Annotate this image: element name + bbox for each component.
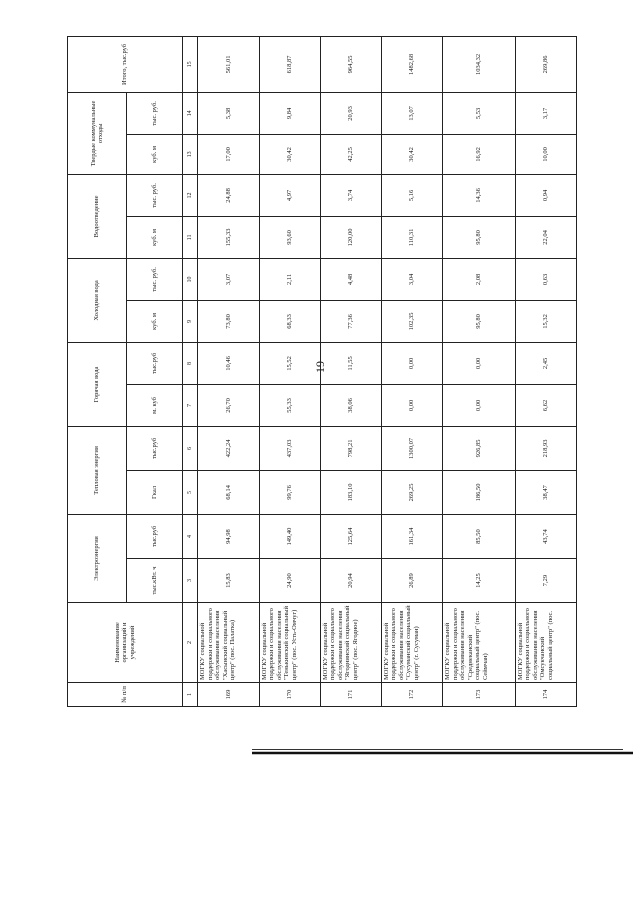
column-number-row [183, 36, 198, 706]
value-cell: 4,48 [320, 258, 381, 300]
value-cell: 161,34 [382, 514, 443, 558]
row-number: 169 [198, 683, 259, 707]
value-cell: 186,50 [443, 470, 516, 514]
value-cell: 964,55 [320, 36, 381, 92]
col-num: 9 [183, 300, 198, 342]
value-cell: 30,42 [382, 134, 443, 174]
value-cell: 0,00 [443, 342, 516, 384]
value-cell: 7,29 [515, 559, 576, 603]
table-row [515, 36, 576, 706]
organization-name: МОГКУ социальной поддержки и социального обслуживания населения "Тенькинский социальный центр" (пос. Усть-Омчуг) [259, 603, 320, 683]
col-num: 13 [183, 134, 198, 174]
header-unit: куб. м [127, 134, 183, 174]
header-unit: тыс.руб [127, 514, 183, 558]
value-cell: 5,38 [198, 92, 259, 134]
value-cell: 14,36 [443, 174, 516, 216]
value-cell: 0,94 [515, 174, 576, 216]
row-number: 174 [515, 683, 576, 707]
header-unit: тыс.кВт. ч [127, 559, 183, 603]
header-unit: куб. м [127, 216, 183, 258]
row-number: 173 [443, 683, 516, 707]
header-cold-water: Холодная вода [68, 258, 127, 342]
organization-name: МОГКУ социальной поддержки и социального обслуживания населения "Хасынский социальный центр" (пос. Палатка) [198, 603, 259, 683]
value-cell: 926,85 [443, 426, 516, 470]
utilities-table [67, 36, 577, 707]
value-cell: 55,33 [259, 384, 320, 426]
col-num: 3 [183, 559, 198, 603]
col-num: 7 [183, 384, 198, 426]
value-cell: 3,04 [382, 258, 443, 300]
value-cell: 99,76 [259, 470, 320, 514]
col-num: 5 [183, 470, 198, 514]
value-cell: 68,14 [198, 470, 259, 514]
value-cell: 26,70 [198, 384, 259, 426]
value-cell: 24,90 [259, 559, 320, 603]
value-cell: 149,40 [259, 514, 320, 558]
value-cell: 10,46 [198, 342, 259, 384]
value-cell: 437,03 [259, 426, 320, 470]
value-cell: 269,86 [515, 36, 576, 92]
value-cell: 9,84 [259, 92, 320, 134]
value-cell: 1482,68 [382, 36, 443, 92]
row-number: 171 [320, 683, 381, 707]
value-cell: 1300,07 [382, 426, 443, 470]
header-drainage: Водоотведение [68, 174, 127, 258]
value-cell: 42,25 [320, 134, 381, 174]
rotated-table-container [67, 37, 577, 707]
value-cell: 218,93 [515, 426, 576, 470]
header-row-groups [68, 36, 127, 706]
value-cell: 110,31 [382, 216, 443, 258]
value-cell: 22,04 [515, 216, 576, 258]
table-body [198, 36, 577, 706]
value-cell: 2,08 [443, 258, 516, 300]
value-cell: 120,00 [320, 216, 381, 258]
value-cell: 0,00 [382, 384, 443, 426]
value-cell: 85,50 [443, 514, 516, 558]
value-cell: 38,47 [515, 470, 576, 514]
value-cell: 269,25 [382, 470, 443, 514]
organization-name: МОГКУ социальной поддержки и социального обслуживания населения "Среднеканский социальный центр" (пос. Сеймчан) [443, 603, 516, 683]
value-cell: 13,07 [382, 92, 443, 134]
value-cell: 4,97 [259, 174, 320, 216]
header-unit: тыс.руб [127, 342, 183, 384]
value-cell: 30,42 [259, 134, 320, 174]
value-cell: 38,06 [320, 384, 381, 426]
value-cell: 3,74 [320, 174, 381, 216]
organization-name: МОГКУ социальной поддержки и социального обслуживания населения "Ягоднинский социальный центр" (пос. Ягодное) [320, 603, 381, 683]
value-cell: 1034,32 [443, 36, 516, 92]
value-cell: 5,53 [443, 92, 516, 134]
value-cell: 798,21 [320, 426, 381, 470]
value-cell: 0,00 [382, 342, 443, 384]
page-number: 19 [313, 361, 327, 373]
value-cell: 15,83 [198, 559, 259, 603]
header-name: Наименование организаций и учреждений [68, 603, 183, 683]
value-cell: 68,33 [259, 300, 320, 342]
value-cell: 422,24 [198, 426, 259, 470]
value-cell: 6,62 [515, 384, 576, 426]
value-cell: 26,89 [382, 559, 443, 603]
value-cell: 3,17 [515, 92, 576, 134]
value-cell: 125,64 [320, 514, 381, 558]
value-cell: 77,36 [320, 300, 381, 342]
value-cell: 2,11 [259, 258, 320, 300]
table-row [259, 36, 320, 706]
col-num: 8 [183, 342, 198, 384]
header-unit: Гкал [127, 470, 183, 514]
header-unit: тыс. руб. [127, 258, 183, 300]
value-cell: 95,80 [443, 216, 516, 258]
value-cell: 95,80 [443, 300, 516, 342]
value-cell: 5,16 [382, 174, 443, 216]
value-cell: 2,45 [515, 342, 576, 384]
header-total: Итого, тыс.руб [68, 36, 183, 92]
header-unit: тыс. руб. [127, 174, 183, 216]
value-cell: 10,00 [515, 134, 576, 174]
value-cell: 14,25 [443, 559, 516, 603]
organization-name: МОГКУ социальной поддержки и социального обслуживания населения "Омсукчанский социальный центр" (пос. [515, 603, 576, 683]
col-num: 2 [183, 603, 198, 683]
value-cell: 3,07 [198, 258, 259, 300]
value-cell: 0,00 [443, 384, 516, 426]
header-unit: куб. м [127, 300, 183, 342]
header-solid-waste: Твердые коммунальные отходы [68, 92, 127, 174]
value-cell: 561,01 [198, 36, 259, 92]
value-cell: 93,60 [259, 216, 320, 258]
row-number: 170 [259, 683, 320, 707]
value-cell: 94,98 [198, 514, 259, 558]
value-cell: 15,32 [515, 300, 576, 342]
col-num: 12 [183, 174, 198, 216]
header-unit: тыс.руб [127, 426, 183, 470]
value-cell: 15,52 [259, 342, 320, 384]
value-cell: 20,93 [320, 92, 381, 134]
value-cell: 0,63 [515, 258, 576, 300]
table-row [198, 36, 259, 706]
row-number: 172 [382, 683, 443, 707]
value-cell: 155,33 [198, 216, 259, 258]
col-num: 1 [183, 683, 198, 707]
col-num: 14 [183, 92, 198, 134]
value-cell: 43,74 [515, 514, 576, 558]
header-num: № п/п [68, 683, 183, 707]
value-cell: 16,92 [443, 134, 516, 174]
col-num: 11 [183, 216, 198, 258]
header-unit: тыс. руб. [127, 92, 183, 134]
value-cell: 102,35 [382, 300, 443, 342]
value-cell: 11,55 [320, 342, 381, 384]
value-cell: 24,88 [198, 174, 259, 216]
table-row [382, 36, 443, 706]
value-cell: 73,80 [198, 300, 259, 342]
table-row [320, 36, 381, 706]
table-row [443, 36, 516, 706]
header-electricity: Электроэнергия [68, 514, 127, 602]
header-hot-water: Горячая вода [68, 342, 127, 426]
col-num: 15 [183, 36, 198, 92]
header-unit: м. куб [127, 384, 183, 426]
col-num: 6 [183, 426, 198, 470]
value-cell: 17,00 [198, 134, 259, 174]
col-num: 4 [183, 514, 198, 558]
col-num: 10 [183, 258, 198, 300]
header-heat: Тепловая энергия [68, 426, 127, 514]
value-cell: 183,10 [320, 470, 381, 514]
value-cell: 618,87 [259, 36, 320, 92]
organization-name: МОГКУ социальной поддержки и социального обслуживания населения "Сусуманский социальный центр" (г. Сусуман) [382, 603, 443, 683]
value-cell: 20,94 [320, 559, 381, 603]
